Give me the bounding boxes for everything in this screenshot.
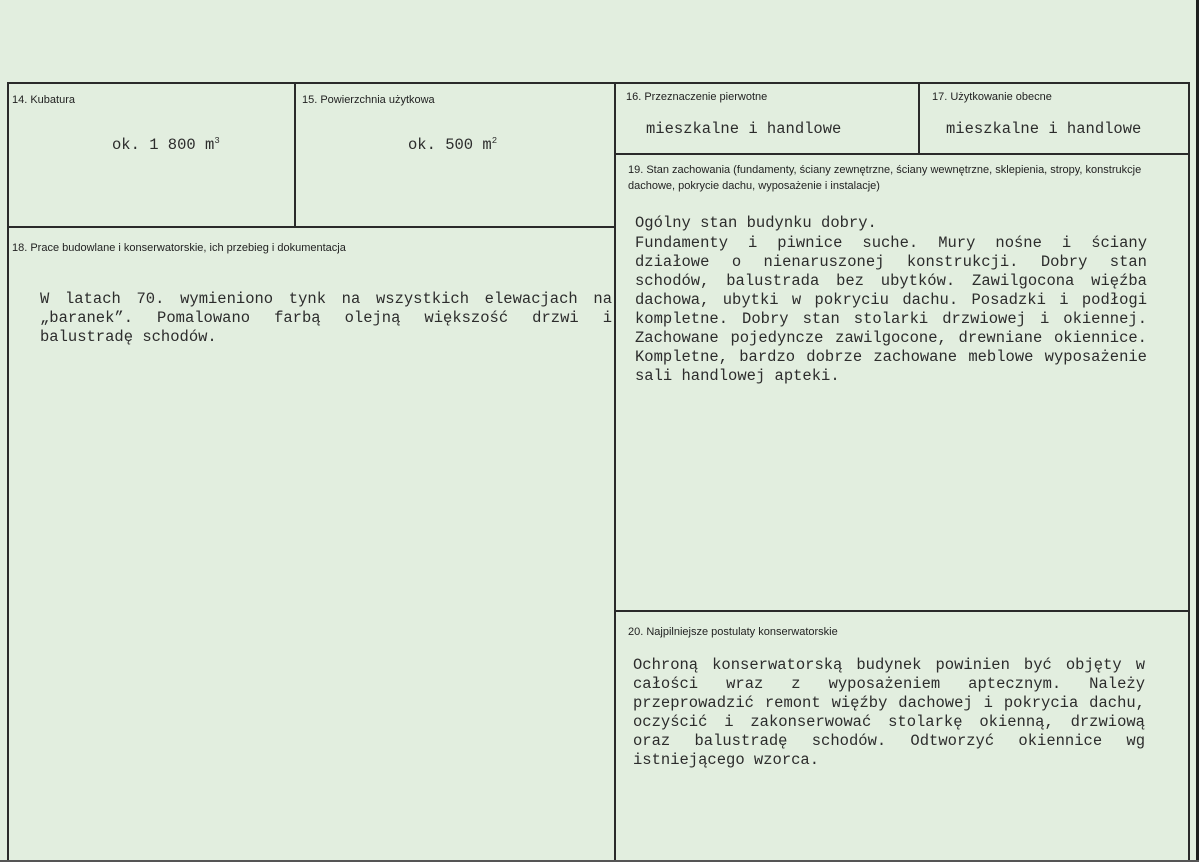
rule-under-row1-left	[8, 226, 616, 228]
field-15-unit-sup: 2	[491, 136, 498, 146]
rule-under-row1-right	[616, 153, 1190, 155]
field-20-label: 20. Najpilniejsze postulaty konserwatorskie	[628, 626, 838, 638]
rule-above-f20	[616, 610, 1190, 612]
field-19-text: Fundamenty i piwnice suche. Mury nośne i ściany działowe o nienaruszonej konstrukcji. Dobry stan schodów, balustrada bez ubytków. Zawilgocona więźba dachowa, ubytki w pokryciu dachu. Posadzki i podłogi kompletne. Dobry stan stolarki drzwiowej i okiennej. Zachowane pojedyncze zawilgocone, drewniane okiennice. Kompletne, bardzo dobrze zachowane meblowe wyposażenie sali handlowej apteki.	[635, 234, 1147, 385]
field-18-label: 18. Prace budowlane i konserwatorskie, ich przebieg i dokumentacja	[12, 242, 346, 254]
field-14-value-text: ok. 1 800 m	[112, 136, 215, 154]
center-divider	[614, 82, 616, 862]
left-border	[7, 82, 9, 862]
divider-16-17	[918, 82, 920, 154]
divider-14-15	[294, 82, 296, 227]
field-20-text: Ochroną konserwatorską budynek powinien być objęty w całości wraz z wyposażeniem aptecznym. Należy przeprowadzić remont więźby dachowej i pokrycia dachu, oczyścić i zakonserwować stolarkę okienną, drzwiową oraz balustradę schodów. Odtworzyć okiennice wg istniejącego wzorca.	[633, 656, 1145, 769]
right-border	[1188, 82, 1190, 862]
field-14-unit-sup: 3	[214, 136, 220, 146]
field-15-value	[408, 136, 497, 155]
field-15-value-text: ok. 500 m	[408, 136, 492, 154]
field-19-line1: Ogólny stan budynku dobry.	[635, 214, 877, 232]
field-17-value: mieszkalne i handlowe	[946, 120, 1142, 138]
field-17-label: 17. Użytkowanie obecne	[932, 91, 1052, 103]
field-16-value: mieszkalne i handlowe	[646, 120, 842, 138]
field-18-text: W latach 70. wymieniono tynk na wszystkich elewacjach na „baranek”. Pomalowano farbą olejną większość drzwi i balustradę schodów.	[40, 290, 612, 346]
field-19-label: 19. Stan zachowania (fundamenty, ściany zewnętrzne, ściany wewnętrzne, sklepienia, stropy, konstrukcje dachowe, pokrycie dachu, wyposażenie i instalacje)	[628, 164, 1142, 192]
field-16-label: 16. Przeznaczenie pierwotne	[626, 91, 768, 103]
field-14-value	[112, 136, 220, 155]
top-rule	[8, 82, 1190, 84]
field-15-label: 15. Powierzchnia użytkowa	[302, 94, 435, 106]
field-14-label: 14. Kubatura	[12, 94, 75, 106]
